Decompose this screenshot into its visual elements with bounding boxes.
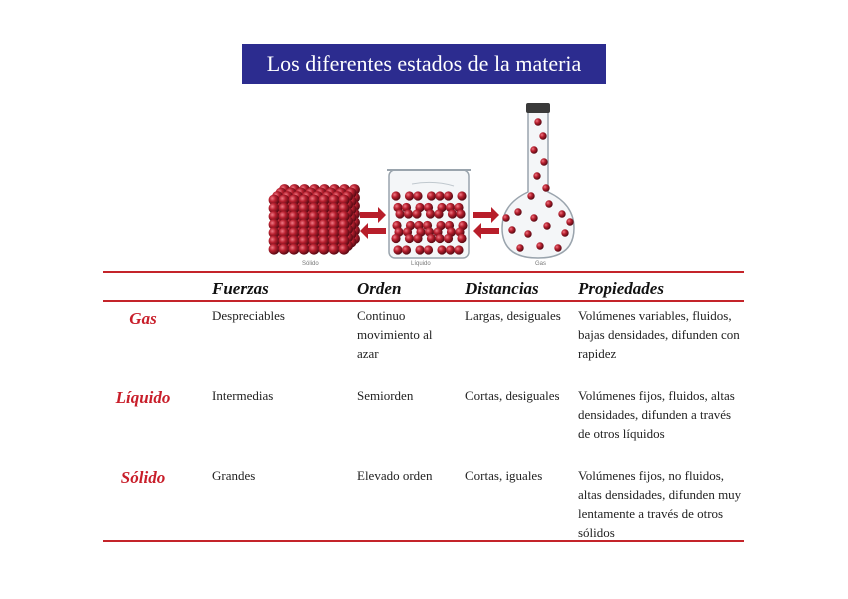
table-top-rule	[103, 271, 744, 273]
molecule	[540, 158, 547, 165]
molecule	[279, 244, 290, 255]
molecule	[391, 191, 400, 200]
arrows-solid-liquid	[360, 207, 386, 239]
solid-cube-molecules	[269, 184, 360, 255]
molecule	[405, 191, 414, 200]
molecule	[561, 229, 568, 236]
molecule	[427, 191, 436, 200]
table-bottom-rule	[103, 540, 744, 542]
molecule	[437, 245, 446, 254]
molecule	[514, 208, 521, 215]
gas-distancias: Largas, desiguales	[465, 308, 561, 323]
header-distancias: Distancias	[465, 279, 539, 298]
molecule	[536, 242, 543, 249]
molecule	[527, 192, 534, 199]
gas-propiedades: Volúmenes variables, fluidos, bajas densidades, difunden con rapidez	[578, 308, 740, 361]
solido-fuerzas: Grandes	[212, 468, 256, 483]
molecule	[534, 118, 541, 125]
molecule	[502, 214, 509, 221]
molecule	[391, 234, 400, 243]
molecule	[435, 191, 444, 200]
molecule	[554, 244, 561, 251]
molecule	[412, 209, 421, 218]
molecule	[339, 244, 350, 255]
molecule	[446, 245, 455, 254]
header-propiedades: Propiedades	[578, 279, 664, 298]
molecule	[444, 191, 453, 200]
arrows-liquid-gas	[473, 207, 499, 239]
solido-distancias: Cortas, iguales	[465, 468, 543, 483]
molecule	[530, 146, 537, 153]
solido-orden: Elevado orden	[357, 468, 433, 483]
liquido-orden: Semiorden	[357, 388, 414, 403]
molecule	[289, 244, 300, 255]
liquido-propiedades: Volúmenes fijos, fluidos, altas densidades, difunden a través de otros líquidos	[578, 388, 735, 441]
molecule	[444, 234, 453, 243]
molecule	[434, 209, 443, 218]
caption-gas: Gas	[535, 261, 547, 267]
molecule	[457, 191, 466, 200]
state-solido: Sólido	[120, 468, 166, 487]
molecule	[427, 234, 436, 243]
molecule	[424, 245, 433, 254]
molecule	[558, 210, 565, 217]
molecule	[404, 209, 413, 218]
molecule	[516, 244, 523, 251]
header-fuerzas: Fuerzas	[212, 279, 269, 298]
molecule	[413, 234, 422, 243]
molecule	[545, 200, 552, 207]
molecule	[524, 230, 531, 237]
molecule	[319, 244, 330, 255]
molecule	[456, 209, 465, 218]
molecule	[539, 132, 546, 139]
molecule	[543, 222, 550, 229]
state-liquido: Líquido	[115, 388, 171, 407]
caption-solid: Sólido	[302, 261, 319, 267]
molecule	[457, 234, 466, 243]
molecule	[542, 184, 549, 191]
molecule	[530, 214, 537, 221]
molecule	[454, 245, 463, 254]
liquido-distancias: Cortas, desiguales	[465, 388, 560, 403]
molecule	[269, 244, 280, 255]
molecule	[508, 226, 515, 233]
molecule	[435, 234, 444, 243]
gas-orden: Continuo movimiento al azar	[357, 308, 433, 361]
molecule	[405, 234, 414, 243]
molecule	[393, 245, 402, 254]
gas-fuerzas: Despreciables	[212, 308, 285, 323]
state-gas: Gas	[129, 309, 157, 328]
caption-liquid: Líquido	[411, 261, 431, 267]
molecule	[533, 172, 540, 179]
molecule	[299, 244, 310, 255]
molecule	[426, 209, 435, 218]
molecule	[395, 209, 404, 218]
molecule	[309, 244, 320, 255]
molecule	[448, 209, 457, 218]
liquido-fuerzas: Intermedias	[212, 388, 274, 403]
molecule	[566, 218, 573, 225]
molecule	[329, 244, 340, 255]
page-title: Los diferentes estados de la materia	[242, 44, 606, 84]
molecule	[415, 245, 424, 254]
header-orden: Orden	[357, 279, 402, 298]
molecule	[413, 191, 422, 200]
molecule	[402, 245, 411, 254]
solido-propiedades: Volúmenes fijos, no fluidos, altas densidades, difunden muy lentamente a través de otros sólidos	[578, 468, 742, 540]
header-rule	[103, 300, 744, 302]
states-of-matter-illustration	[262, 100, 592, 272]
